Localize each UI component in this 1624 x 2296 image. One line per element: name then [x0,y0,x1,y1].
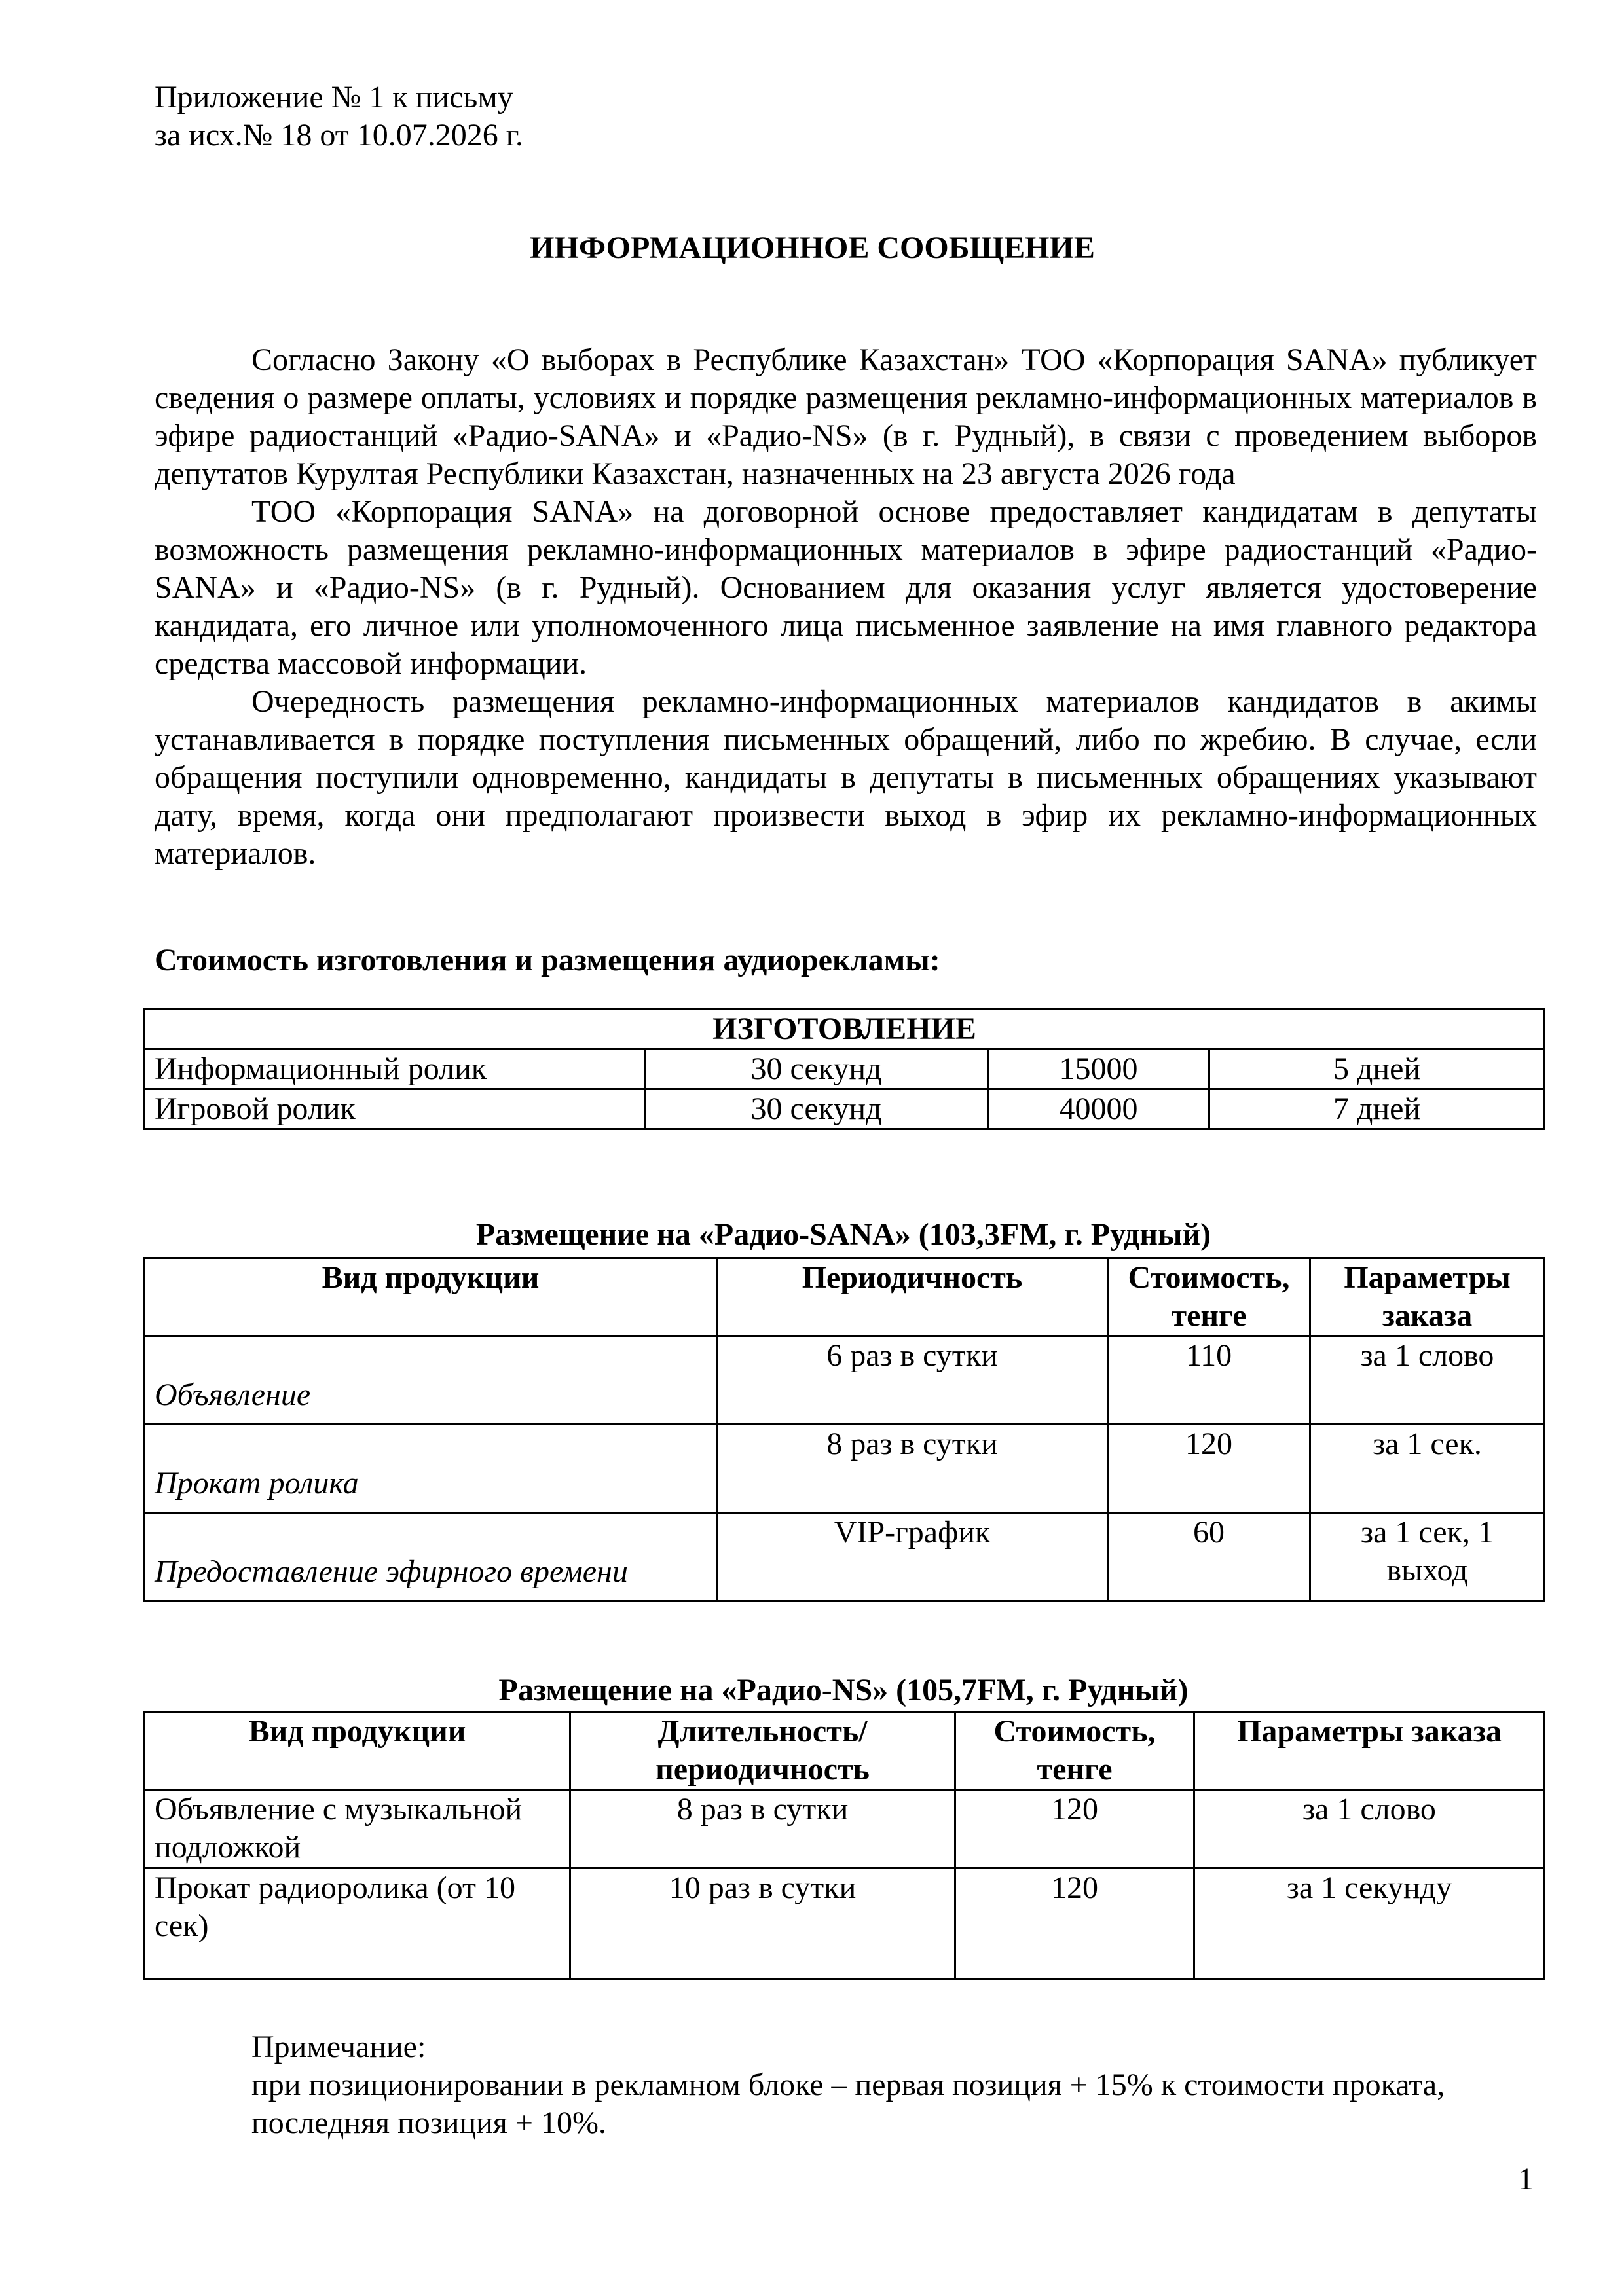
production-term: 7 дней [1209,1089,1545,1129]
sana-price: 110 [1108,1336,1310,1425]
body-text [155,341,1537,873]
document-header [155,79,809,155]
sana-params: за 1 слово [1310,1336,1545,1425]
table-row [145,1425,1545,1513]
sana-header-type: Вид продукции [145,1258,717,1336]
production-type: Игровой ролик [145,1089,645,1129]
sana-params: за 1 сек, 1 выход [1310,1513,1545,1601]
sana-frequency: 6 раз в сутки [717,1336,1108,1425]
table-row [145,1790,1545,1868]
table-row [145,1049,1545,1089]
table-row [145,1089,1545,1129]
sana-price: 120 [1108,1425,1310,1513]
sana-header-price: Стоимость, тенге [1108,1258,1310,1336]
ns-params: за 1 слово [1194,1790,1545,1868]
note-line-2: последняя позиция + 10%. [251,2105,606,2140]
header-line-2: за исх.№ 18 от 10.07.2026 г. [155,118,524,153]
sana-product: Прокат ролика [145,1425,717,1513]
production-header-row [145,1010,1545,1049]
sana-frequency: 8 раз в сутки [717,1425,1108,1513]
table-row [145,1336,1545,1425]
production-price: 15000 [988,1049,1209,1089]
production-duration: 30 секунд [645,1089,988,1129]
ns-price: 120 [955,1790,1194,1868]
production-price: 40000 [988,1089,1209,1129]
note-label: Примечание: [251,2030,426,2064]
paragraph-3: Очередность размещения рекламно-информационных материалов кандидатов в акимы устанавливается в порядке поступления письменных обращений, либо по жребию. В случае, если обращения поступили одновременно, кандидаты в депутаты в письменных обращениях указывают дату, время, когда они предполагают произвести выход в эфир их рекламно-информационных материалов. [155,684,1537,871]
document-title: ИНФОРМАЦИОННОЕ СООБЩЕНИЕ [530,230,1095,265]
sana-header-frequency: Периодичность [717,1258,1108,1336]
sana-params: за 1 сек. [1310,1425,1545,1513]
ns-header-duration: Длительность/ периодичность [570,1712,955,1790]
cost-heading: Стоимость изготовления и размещения аудиорекламы: [155,943,940,977]
production-type: Информационный ролик [145,1049,645,1089]
ns-table-title: Размещение на «Радио-NS» (105,7FM, г. Рудный) [498,1673,1189,1707]
ns-price: 120 [955,1868,1194,1980]
ns-params: за 1 секунду [1194,1868,1545,1980]
ns-header-row [145,1712,1545,1790]
ns-duration: 8 раз в сутки [570,1790,955,1868]
sana-frequency: VIP-график [717,1513,1108,1601]
ns-product: Объявление с музыкальной подложкой [145,1790,570,1868]
ns-header-price: Стоимость, тенге [955,1712,1194,1790]
paragraph-2: ТОО «Корпорация SANA» на договорной основе предоставляет кандидатам в депутаты возможность размещения рекламно-информационных материалов в эфире радиостанций «Радио-SANA» и «Радио-NS» (в г. Рудный). Основанием для оказания услуг является удостоверение кандидата, его личное или уполномоченного лица письменное заявление на имя главного редактора средства массовой информации. [155,494,1537,681]
ns-header-params: Параметры заказа [1194,1712,1545,1790]
note [251,2028,1528,2142]
header-line-1: Приложение № 1 к письму [155,80,513,115]
ns-table [143,1711,1545,1980]
sana-product: Предоставление эфирного времени [145,1513,717,1601]
sana-price: 60 [1108,1513,1310,1601]
production-duration: 30 секунд [645,1049,988,1089]
note-line-1: при позиционировании в рекламном блоке – первая позиция + 15% к стоимости проката, [251,2068,1445,2102]
production-table [143,1008,1545,1130]
production-header: ИЗГОТОВЛЕНИЕ [145,1010,1545,1049]
table-row [145,1513,1545,1601]
production-term: 5 дней [1209,1049,1545,1089]
sana-table-title: Размещение на «Радио-SANA» (103,3FM, г. Рудный) [475,1217,1211,1252]
sana-table [143,1257,1545,1602]
ns-product: Прокат радиоролика (от 10 сек) [145,1868,570,1980]
ns-header-type: Вид продукции [145,1712,570,1790]
table-row [145,1868,1545,1980]
sana-header-row [145,1258,1545,1336]
sana-product: Объявление [145,1336,717,1425]
ns-duration: 10 раз в сутки [570,1868,955,1980]
paragraph-1: Согласно Закону «О выборах в Республике Казахстан» ТОО «Корпорация SANA» публикует сведения о размере оплаты, условиях и порядке размещения рекламно-информационных материалов в эфире радиостанций «Радио-SANA» и «Радио-NS» (в г. Рудный), в связи с проведением выборов депутатов Курултая Республики Казахстан, назначенных на 23 августа 2026 года [155,342,1537,491]
page-number: 1 [1518,2162,1534,2196]
sana-header-params: Параметры заказа [1310,1258,1545,1336]
